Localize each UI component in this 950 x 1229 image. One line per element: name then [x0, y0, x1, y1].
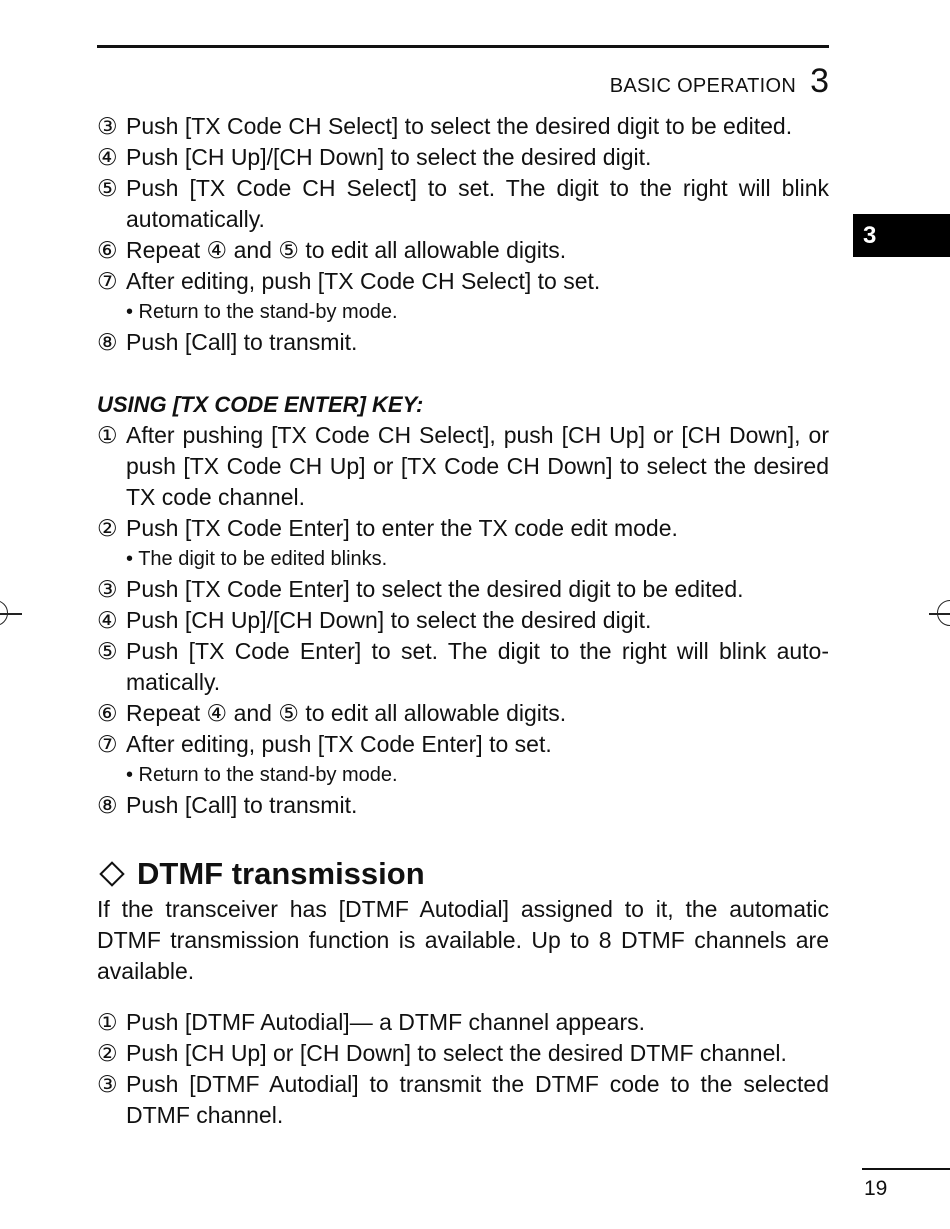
step-number: ⑤	[97, 175, 118, 201]
step-text: Push [TX Code CH Select] to select the desired digit to be edited.	[126, 113, 793, 139]
header-rule	[97, 45, 829, 48]
step-list-tx-code-enter	[97, 420, 829, 821]
step-list-dtmf	[97, 1007, 829, 1131]
list-item	[97, 1069, 829, 1131]
step-text: After pushing [TX Code CH Select], push [CH Up] or [CH Down], or push [TX Code CH Up] or [TX Code CH Down] to select the desired TX code channel.	[126, 422, 829, 510]
step-number: ③	[97, 1071, 118, 1097]
step-number: ⑥	[97, 700, 118, 726]
step-number: ③	[97, 576, 118, 602]
list-item	[97, 111, 829, 142]
step-number: ②	[97, 515, 118, 541]
running-header	[610, 62, 829, 101]
step-text: Push [TX Code Enter] to enter the TX code edit mode.	[126, 515, 678, 541]
step-number: ⑦	[97, 268, 118, 294]
list-item	[97, 1007, 829, 1038]
list-item	[97, 235, 829, 266]
step-text: Push [CH Up]/[CH Down] to select the desired digit.	[126, 144, 652, 170]
list-item	[97, 574, 829, 605]
diamond-icon	[99, 861, 124, 886]
subsection-heading: USING [TX CODE ENTER] KEY:	[97, 392, 424, 417]
list-item	[97, 1038, 829, 1069]
step-number: ⑧	[97, 329, 118, 355]
step-number: ③	[97, 113, 118, 139]
list-item	[97, 698, 829, 729]
step-number: ⑦	[97, 731, 118, 757]
list-item	[97, 790, 829, 821]
step-text: After editing, push [TX Code Enter] to set.	[126, 731, 552, 757]
step-text: Repeat ④ and ⑤ to edit all allowable digits.	[126, 700, 567, 726]
step-number: ⑧	[97, 792, 118, 818]
step-list-tx-code-ch-select	[97, 111, 829, 358]
chapter-tab-label: 3	[863, 221, 877, 249]
step-text: Push [CH Up]/[CH Down] to select the desired digit.	[126, 607, 652, 633]
step-text: Push [TX Code CH Select] to set. The digit to the right will blink automatically.	[126, 175, 829, 232]
running-header-chapter: 3	[810, 62, 829, 100]
step-text: Push [DTMF Autodial]— a DTMF channel appears.	[126, 1009, 645, 1035]
section-heading-text: DTMF transmission	[137, 856, 425, 891]
list-item	[97, 513, 829, 544]
registration-circle-right	[937, 600, 950, 626]
step-text: After editing, push [TX Code CH Select] to set.	[126, 268, 601, 294]
running-header-title: BASIC OPERATION	[609, 75, 797, 97]
step-note: • Return to the stand-by mode.	[126, 301, 398, 323]
list-item	[97, 420, 829, 513]
step-number: ④	[97, 144, 118, 170]
list-item	[97, 266, 829, 297]
step-text: Push [DTMF Autodial] to transmit the DTMF code to the selected DTMF channel.	[126, 1071, 829, 1128]
registration-circle-left	[0, 600, 8, 626]
list-item	[97, 636, 829, 698]
step-text: Push [TX Code Enter] to set. The digit to the right will blink auto-matically.	[126, 638, 829, 695]
step-note: • The digit to be edited blinks.	[126, 548, 388, 570]
step-number: ①	[97, 1009, 118, 1035]
step-note: • Return to the stand-by mode.	[126, 764, 398, 786]
step-number: ①	[97, 422, 118, 448]
step-number: ⑤	[97, 638, 118, 664]
section-intro: If the transceiver has [DTMF Autodial] assigned to it, the automatic DTMF transmission function is available. Up to 8 DTMF channels are available.	[97, 896, 829, 984]
step-text: Repeat ④ and ⑤ to edit all allowable digits.	[126, 237, 567, 263]
list-item	[97, 142, 829, 173]
list-item	[97, 327, 829, 358]
chapter-tab	[853, 214, 950, 257]
step-text: Push [Call] to transmit.	[126, 792, 358, 818]
step-number: ②	[97, 1040, 118, 1066]
page-number: 19	[864, 1177, 888, 1200]
list-item	[97, 729, 829, 760]
section-heading	[97, 854, 829, 894]
list-item	[97, 173, 829, 235]
list-item	[97, 605, 829, 636]
step-number: ④	[97, 607, 118, 633]
step-text: Push [Call] to transmit.	[126, 329, 358, 355]
step-text: Push [CH Up] or [CH Down] to select the desired DTMF channel.	[126, 1040, 787, 1066]
footer-rule	[862, 1168, 950, 1170]
step-number: ⑥	[97, 237, 118, 263]
page-content	[97, 111, 829, 1131]
step-text: Push [TX Code Enter] to select the desired digit to be edited.	[126, 576, 744, 602]
